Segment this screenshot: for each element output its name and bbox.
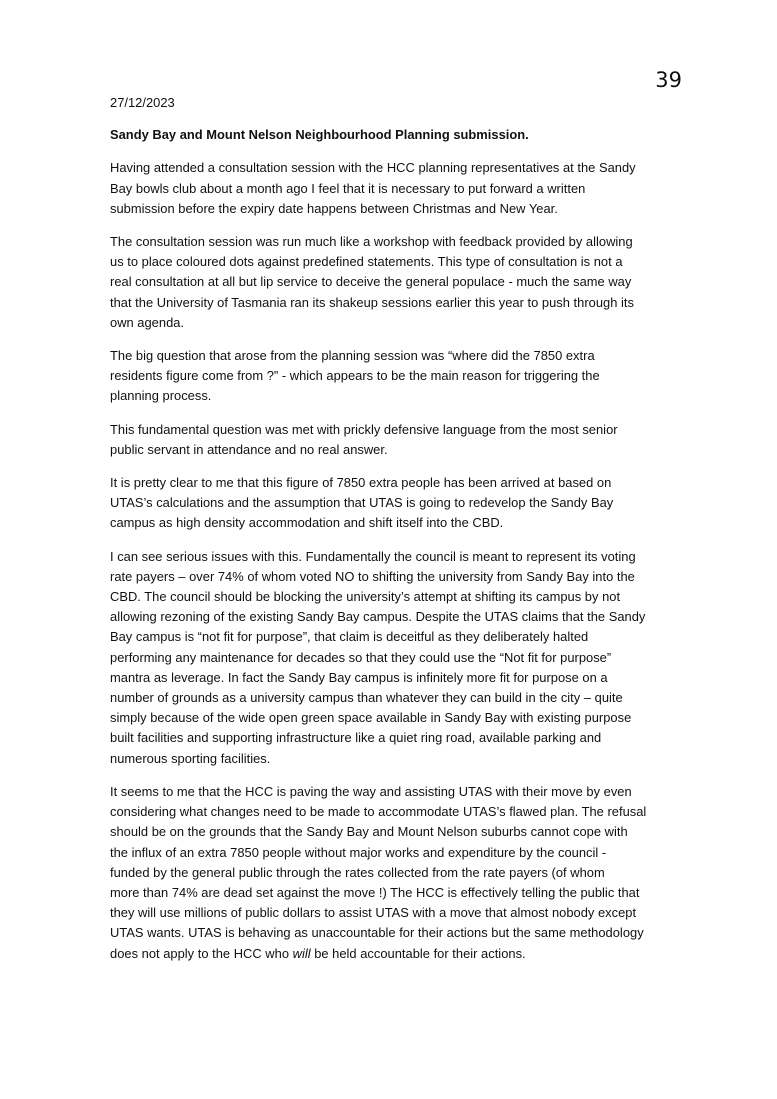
paragraph-big-question: The big question that arose from the planning session was “where did the 7850 extra residents figure come from ?” - which appears to be the main reason for triggering the planning process.: [110, 348, 600, 404]
paragraph-consultation-format: The consultation session was run much like a workshop with feedback provided by allowing us to place coloured dots against predefined statements. This type of consultation is not a real consultation at all but lip service to deceive the general populace - much the same way that the University of Tasmania ran its shakeup sessions earlier this year to push through its own agenda.: [110, 234, 634, 330]
submission-title: Sandy Bay and Mount Nelson Neighbourhood Planning submission.: [110, 127, 529, 143]
conclusion-text-before-emphasis: It seems to me that the HCC is paving the way and assisting UTAS with their move by even considering what changes need to be made to accommodate UTAS’s flawed plan. The refusal should be on the grounds that the Sandy Bay and Mount Nelson suburbs cannot cope with the influx of an extra 7850 people without major works and expenditure by the council - funded by the general public through the rates collected from the rate payers (of whom more than 74% are dead set against the move !) The HCC is effectively telling the public that they will use millions of public dollars to assist UTAS with a move that almost nobody except UTAS wants. UTAS is behaving as unaccountable for their actions but the same methodology does not apply to the HCC who: [110, 783, 647, 961]
paragraph-conclusion: [110, 782, 670, 964]
paragraph-serious-issues: I can see serious issues with this. Fundamentally the council is meant to represent its voting rate payers – over 74% of whom voted NO to shifting the university from Sandy Bay into the CBD. The council should be blocking the university’s attempt at shifting its campus by not allowing rezoning of the existing Sandy Bay campus. Despite the UTAS claims that the Sandy Bay campus is “not fit for purpose”, that claim is deceitful as they deliberately halted performing any maintenance for decades so that they could use the “Not fit for purpose” mantra as leverage. In fact the Sandy Bay campus is infinitely more fit for purpose on a number of grounds as a university campus than whatever they can build in the city – quite simply because of the wide open green space available in Sandy Bay with existing purpose built facilities and supporting infrastructure like a quiet ring road, available parking and numerous sporting facilities.: [110, 548, 646, 766]
conclusion-text-after-emphasis: be held accountable for their actions.: [310, 945, 526, 961]
letter-date: 27/12/2023: [110, 95, 175, 110]
paragraph-figure-origin: It is pretty clear to me that this figure of 7850 extra people has been arrived at based on UTAS’s calculations and the assumption that UTAS is going to redevelop the Sandy Bay campus as high density accommodation and shift itself into the CBD.: [110, 475, 614, 531]
paragraph-defensive-response: This fundamental question was met with prickly defensive language from the most senior public servant in attendance and no real answer.: [110, 421, 618, 457]
paragraph-consultation-intro: Having attended a consultation session with the HCC planning representatives at the Sandy Bay bowls club about a month ago I feel that it is necessary to put forward a written submission before the expiry date happens between Christmas and New Year.: [110, 160, 636, 216]
page-number: 39: [655, 68, 682, 92]
conclusion-emphasis-word: will: [292, 945, 311, 961]
letter-body: [110, 93, 670, 977]
